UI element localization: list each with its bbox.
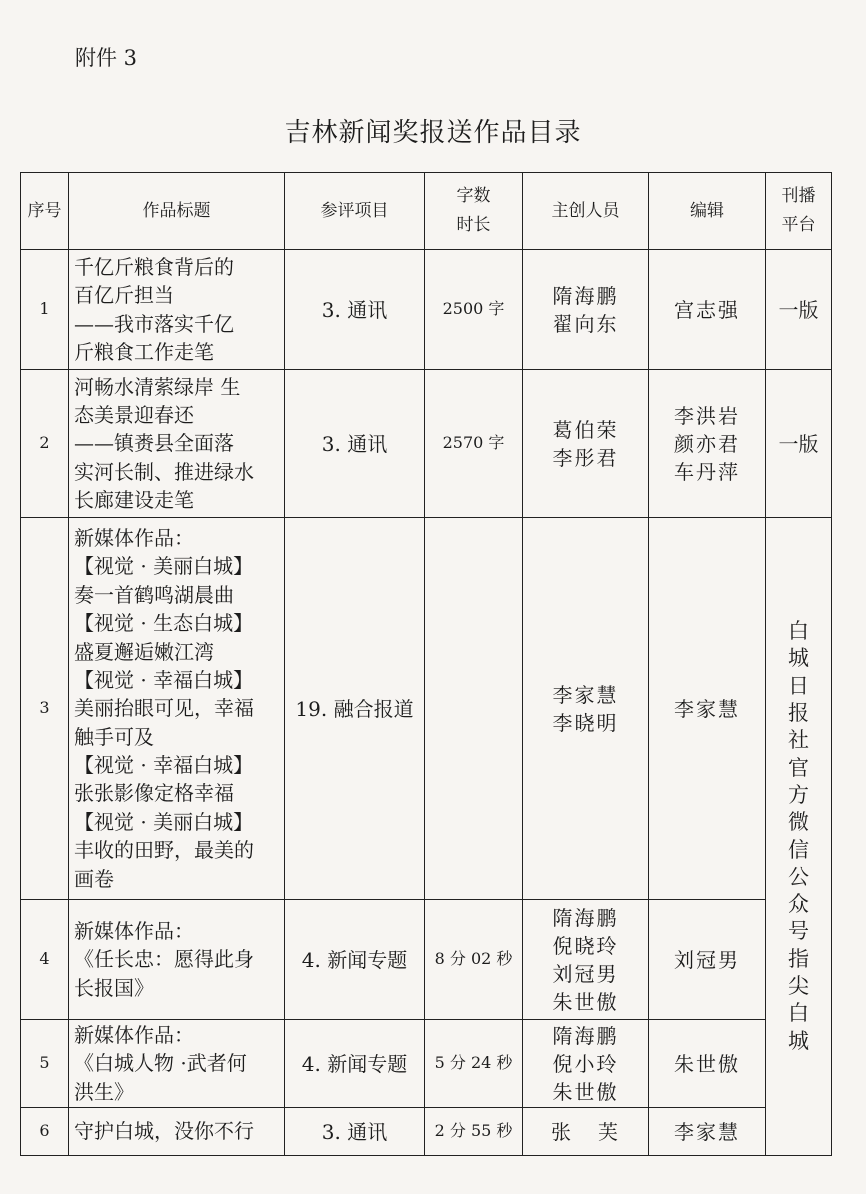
row-category: 3. 通讯: [285, 370, 425, 518]
row-index: 2: [21, 370, 69, 518]
row-index: 1: [21, 250, 69, 370]
table-row: [21, 518, 832, 900]
row-creators: [523, 1108, 649, 1156]
title-line: 新媒体作品：: [74, 918, 194, 943]
row-category: 3. 通讯: [285, 250, 425, 370]
row-index: 5: [21, 1020, 69, 1108]
row-platform: 一版: [766, 250, 832, 370]
row-index: 3: [21, 518, 69, 900]
row-index: 4: [21, 900, 69, 1020]
title-line: 百亿斤担当: [74, 283, 174, 308]
row-creators: [523, 900, 649, 1020]
title-line: 《白城人物 ·武者何: [74, 1051, 247, 1076]
title-line: 美丽抬眼可见，幸福: [74, 696, 254, 721]
platform-char: 城: [788, 1028, 809, 1053]
platform-char: 白: [788, 619, 809, 644]
title-line: 张张影像定格幸福: [74, 781, 234, 806]
row-work-title: [69, 900, 285, 1020]
row-work-title: [69, 370, 285, 518]
title-line: 奏一首鹤鸣湖晨曲: [74, 582, 234, 607]
creator-name: 朱世傲: [552, 989, 619, 1014]
row-category: 4. 新闻专题: [285, 900, 425, 1020]
platform-char: 指: [788, 946, 809, 971]
creator-name: 李晓明: [552, 710, 619, 735]
row-editors: [649, 1020, 766, 1108]
row-length: [425, 518, 523, 900]
row-work-title: [69, 250, 285, 370]
row-category: 4. 新闻专题: [285, 1020, 425, 1108]
platform-char: 城: [788, 646, 809, 671]
row-editors: [649, 1108, 766, 1156]
table-row: [21, 370, 832, 518]
creator-name: 张 芙: [550, 1119, 621, 1144]
row-platform: 一版: [766, 370, 832, 518]
attachment-label: 附件 3: [75, 46, 138, 70]
platform-char: 社: [788, 728, 809, 753]
row-creators: [523, 518, 649, 900]
title-line: 长廊建设走笔: [74, 488, 194, 513]
title-line: 【视觉 · 美丽白城】: [74, 809, 254, 834]
table-row: [21, 1108, 832, 1156]
platform-char: 尖: [788, 973, 809, 998]
editor-name: 李洪岩: [674, 403, 740, 428]
header-work-title: 作品标题: [69, 173, 285, 250]
title-line: 【视觉 · 幸福白城】: [74, 667, 254, 692]
platform-char: 众: [788, 892, 809, 917]
header-creators: 主创人员: [523, 173, 649, 250]
creator-name: 翟向东: [552, 311, 619, 336]
title-line: 长报国》: [74, 975, 154, 1000]
title-line: ——我市落实千亿: [74, 311, 234, 336]
editor-name: 朱世傲: [674, 1051, 740, 1076]
creator-name: 葛伯荣: [552, 417, 619, 442]
title-line: 洪生》: [74, 1079, 134, 1104]
creator-name: 朱世傲: [552, 1079, 619, 1104]
title-line: ——镇赉县全面落: [74, 431, 234, 456]
header-platform-line2: 平台: [781, 215, 816, 235]
header-length: [425, 173, 523, 250]
platform-char: 日: [788, 673, 809, 698]
row-work-title: [69, 1020, 285, 1108]
table-row: [21, 250, 832, 370]
header-platform-line1: 刊播: [781, 186, 816, 207]
row-editors: [649, 250, 766, 370]
platform-char: 报: [788, 701, 809, 726]
creator-name: 李家慧: [552, 682, 619, 707]
creator-name: 隋海鹏: [552, 905, 619, 930]
title-line: 丰收的田野，最美的: [74, 838, 254, 863]
header-length-line1: 字数: [456, 186, 491, 207]
platform-char: 信: [788, 837, 809, 862]
table-row: [21, 1020, 832, 1108]
table-row: [21, 900, 832, 1020]
row-creators: [523, 370, 649, 518]
table-header-row: [21, 173, 832, 250]
editor-name: 李家慧: [674, 696, 740, 721]
creator-name: 隋海鹏: [552, 1023, 619, 1048]
row-length: 8 分 02 秒: [425, 900, 523, 1020]
row-length: 2500 字: [425, 250, 523, 370]
editor-name: 刘冠男: [674, 947, 740, 972]
row-category: 19. 融合报道: [285, 518, 425, 900]
platform-char: 号: [788, 919, 809, 944]
title-line: 守护白城，没你不行: [74, 1119, 254, 1144]
row-editors: [649, 900, 766, 1020]
title-line: 盛夏邂逅嫩江湾: [74, 639, 214, 664]
header-editor: 编辑: [649, 173, 766, 250]
header-index: 序号: [21, 173, 69, 250]
title-line: 新媒体作品：: [74, 1022, 194, 1047]
title-line: 画卷: [74, 866, 114, 891]
row-work-title: [69, 518, 285, 900]
document-title: 吉林新闻奖报送作品目录: [284, 118, 582, 148]
row-length: 2 分 55 秒: [425, 1108, 523, 1156]
platform-char: 微: [788, 810, 809, 835]
editor-name: 车丹萍: [674, 459, 740, 484]
row-creators: [523, 1020, 649, 1108]
title-line: 斤粮食工作走笔: [74, 339, 214, 364]
title-line: 【视觉 · 美丽白城】: [74, 554, 254, 579]
creator-name: 倪晓玲: [552, 933, 619, 958]
platform-char: 白: [788, 1001, 809, 1026]
platform-char: 方: [788, 782, 809, 807]
row-length: 2570 字: [425, 370, 523, 518]
platform-char: 官: [788, 755, 809, 780]
title-line: 实河长制、推进绿水: [74, 459, 254, 484]
row-category: 3. 通讯: [285, 1108, 425, 1156]
title-line: 态美景迎春还: [74, 402, 194, 427]
title-line: 【视觉 · 生态白城】: [74, 611, 254, 636]
row-editors: [649, 518, 766, 900]
editor-name: 颜亦君: [674, 431, 740, 456]
title-line: 【视觉 · 幸福白城】: [74, 753, 254, 778]
creator-name: 刘冠男: [552, 961, 619, 986]
header-platform: [766, 173, 832, 250]
row-editors: [649, 370, 766, 518]
title-line: 新媒体作品：: [74, 525, 194, 550]
row-work-title: [69, 1108, 285, 1156]
platform-char: 公: [788, 864, 809, 889]
creator-name: 隋海鹏: [552, 283, 619, 308]
row-length: 5 分 24 秒: [425, 1020, 523, 1108]
editor-name: 宫志强: [674, 297, 740, 322]
title-line: 千亿斤粮食背后的: [74, 254, 234, 279]
title-line: 《任长忠：愿得此身: [74, 947, 254, 972]
title-line: 河畅水清萦绿岸 生: [74, 374, 241, 399]
creator-name: 李彤君: [552, 445, 619, 470]
shared-platform-cell: [766, 518, 832, 1156]
editor-name: 李家慧: [674, 1119, 740, 1144]
title-line: 触手可及: [74, 724, 154, 749]
row-index: 6: [21, 1108, 69, 1156]
header-category: 参评项目: [285, 173, 425, 250]
works-table: [20, 172, 832, 1156]
row-creators: [523, 250, 649, 370]
header-length-line2: 时长: [456, 215, 491, 235]
creator-name: 倪小玲: [552, 1051, 619, 1076]
